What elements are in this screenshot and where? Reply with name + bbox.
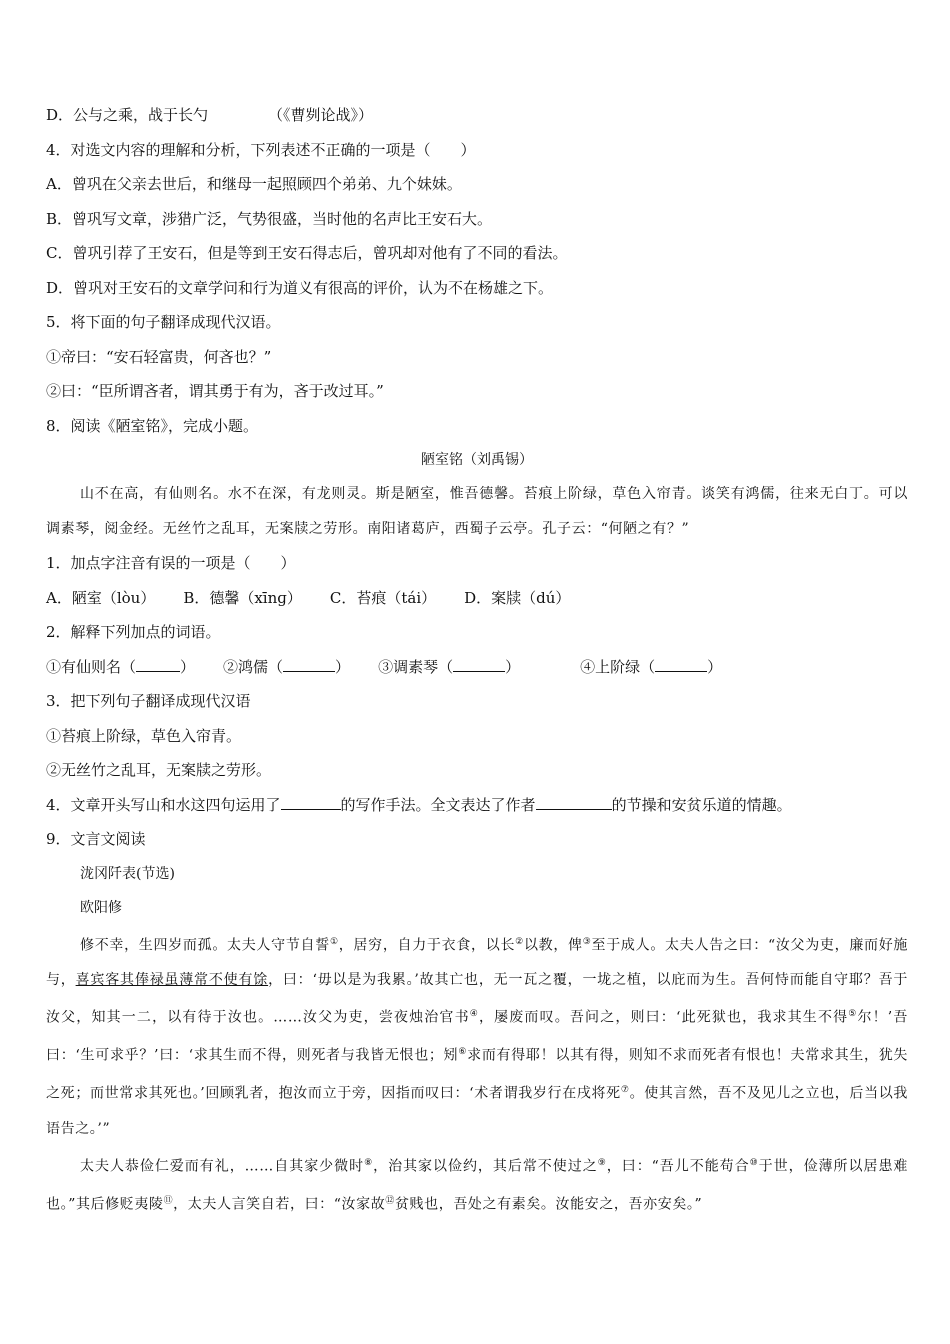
s8-q2-item-1: ①有仙则名（ (46, 657, 137, 676)
close-paren: ） (707, 657, 723, 676)
text: 求而有得耶！以其有得，则知不求而死者有恨也！夫常求其生，犹失之死；而世常求其死也。’回顾乳者，抱汝而立于旁，因指而叹曰：‘术者谓我岁行在戌将死 (46, 1047, 909, 1103)
question-4-option-d: D．曾巩对王安石的文章学问和行为道义有很高的评价，认为不在杨雄之下。 (46, 278, 554, 297)
question-4-option-a: A．曾巩在父亲去世后，和继母一起照顾四个弟弟、九个妹妹。 (46, 175, 462, 193)
s8-question-3: 3．把下列句子翻译成现代汉语 (46, 692, 251, 710)
text: 至于成人。太夫人告之曰：“汝父为吏，廉而好施与， (46, 937, 909, 988)
s8-q2-item-2: ②鸿儒（ (223, 657, 284, 676)
question-option-d-previous (46, 98, 908, 133)
close-paren: ） (505, 657, 521, 676)
question-4-option-c: C．曾巩引荐了王安石，但是等到王安石得志后，曾巩却对他有了不同的看法。 (46, 244, 568, 262)
answer-blank[interactable] (283, 656, 335, 672)
s8-question-1-options (46, 581, 908, 616)
option-source: （《曹刿论战》） (268, 106, 374, 124)
text: ，居穷，自力于衣食，以长 (338, 937, 516, 954)
section-8-passage: 山不在高，有仙则名。水不在深，有龙则灵。斯是陋室，惟吾德馨。苔痕上阶绿，草色入帘青。谈笑有鸿儒，往来无白丁。可以调素琴，阅金经。无丝竹之乱耳，无案牍之劳形。南阳诸葛庐，西蜀子云亭。孔子云：“何陋之有？” (46, 486, 908, 537)
footnote-mark: ⑤ (848, 1009, 858, 1020)
answer-blank[interactable] (136, 656, 180, 672)
text: 于世，俭薄所以居患难也。”其后修贬夷陵 (46, 1158, 909, 1213)
question-4: 4．对选文内容的理解和分析，下列表述不正确的一项是（ ） (46, 140, 476, 159)
s8-question-2: 2．解释下列加点的词语。 (46, 623, 221, 641)
question-5-sentence-1: ①帝曰：“安石轻富贵，何吝也？” (46, 347, 272, 366)
q4-text-1: 4．文章开头写山和水这四句运用了 (46, 795, 281, 814)
section-9-heading: 9．文言文阅读 (46, 830, 146, 848)
section-8-title: 陋室铭（刘禹锡） (421, 452, 533, 468)
s8-q1-option-d: D．案牍（dú） (464, 588, 571, 607)
s8-q2-item-3: ③调素琴（ (378, 657, 454, 676)
section-9-paragraph-1 (46, 925, 908, 1147)
answer-blank[interactable] (655, 656, 707, 672)
s8-q2-item-4: ④上阶绿（ (580, 657, 656, 676)
text: ，治其家以俭约，其后常不使过之 (373, 1158, 598, 1175)
footnote-mark: ② (515, 936, 524, 947)
s8-question-3-sentence-2: ②无丝竹之乱耳，无案牍之劳形。 (46, 761, 272, 779)
answer-blank[interactable] (536, 794, 612, 810)
text: ，曰：“吾儿不能苟合 (606, 1158, 750, 1175)
underlined-sentence: 喜宾客其俸禄虽薄常不使有馀 (75, 971, 269, 988)
s8-q1-option-b: B．德馨（xīnɡ） (183, 588, 302, 607)
text: 贫贱也，吾处之有素矣。汝能安之，吾亦安矣。” (394, 1196, 703, 1213)
text: 以教，俾 (523, 937, 583, 954)
footnote-mark: ⑫ (385, 1196, 395, 1207)
question-5-sentence-2: ②曰：“臣所谓吝者，谓其勇于有为，吝于改过耳。” (46, 382, 384, 400)
section-9-title: 泷冈阡表(节选) (80, 865, 175, 882)
s8-question-3-sentence-1: ①苔痕上阶绿，草色入帘青。 (46, 726, 242, 745)
question-4-option-b: B．曾巩写文章，涉猎广泛，气势很盛，当时他的名声比王安石大。 (46, 209, 493, 228)
text: 。使其言然，吾不及见儿之立也，后当以我语告之。’” (46, 1086, 909, 1137)
text: ，屡废而叹。吾问之，则曰：‘此死狱也，我求其生不得 (478, 1009, 849, 1026)
s8-q1-option-c: C．苔痕（tái） (329, 588, 437, 607)
footnote-mark: ① (329, 936, 339, 947)
text: 修不幸，生四岁而孤。太夫人守节自誓 (80, 937, 330, 954)
section-9-paragraph-2 (46, 1146, 908, 1222)
question-5: 5．将下面的句子翻译成现代汉语。 (46, 313, 281, 331)
text: ，太夫人言笑自若，曰：“汝家故 (173, 1196, 386, 1213)
footnote-mark: ⑩ (749, 1158, 759, 1169)
s8-question-2-items (46, 650, 908, 685)
text: ，曰：‘毋以是为我累。’故其亡也，无一瓦之覆，一垅之植，以庇而为生。吾何恃而能自守耶？吾于汝父，知其一二，以有待于汝也。……汝父为吏，尝夜烛治官书 (46, 971, 908, 1026)
answer-blank[interactable] (453, 656, 505, 672)
q4-text-2: 的写作手法。全文表达了作者 (340, 795, 536, 814)
footnote-mark: ③ (582, 936, 592, 947)
s8-question-4 (46, 788, 908, 823)
footnote-mark: ⑧ (364, 1158, 374, 1169)
footnote-mark: ⑦ (620, 1085, 630, 1096)
close-paren: ） (180, 657, 196, 676)
option-text: D．公与之乘，战于长勺 (46, 106, 209, 124)
section-9-author: 欧阳修 (80, 899, 122, 916)
document-page (46, 98, 908, 1222)
footnote-mark: ⑥ (458, 1047, 468, 1058)
close-paren: ） (335, 657, 351, 676)
footnote-mark: ⑪ (163, 1196, 174, 1207)
s8-question-1: 1．加点字注音有误的一项是（ ） (46, 554, 296, 572)
q4-text-3: 的节操和安贫乐道的情趣。 (611, 795, 792, 814)
answer-blank[interactable] (281, 794, 341, 810)
text: 太夫人恭俭仁爱而有礼，……自其家少微时 (80, 1158, 365, 1175)
text: 尔！’吾曰：‘生可求乎？’曰：‘求其生而不得，则死者与我皆无恨也；矧 (46, 1009, 908, 1064)
section-8-heading: 8．阅读《陋室铭》，完成小题。 (46, 416, 259, 435)
s8-q1-option-a: A．陋室（lòu） (46, 588, 156, 607)
footnote-mark: ④ (469, 1009, 479, 1020)
footnote-mark: ⑨ (597, 1158, 607, 1169)
